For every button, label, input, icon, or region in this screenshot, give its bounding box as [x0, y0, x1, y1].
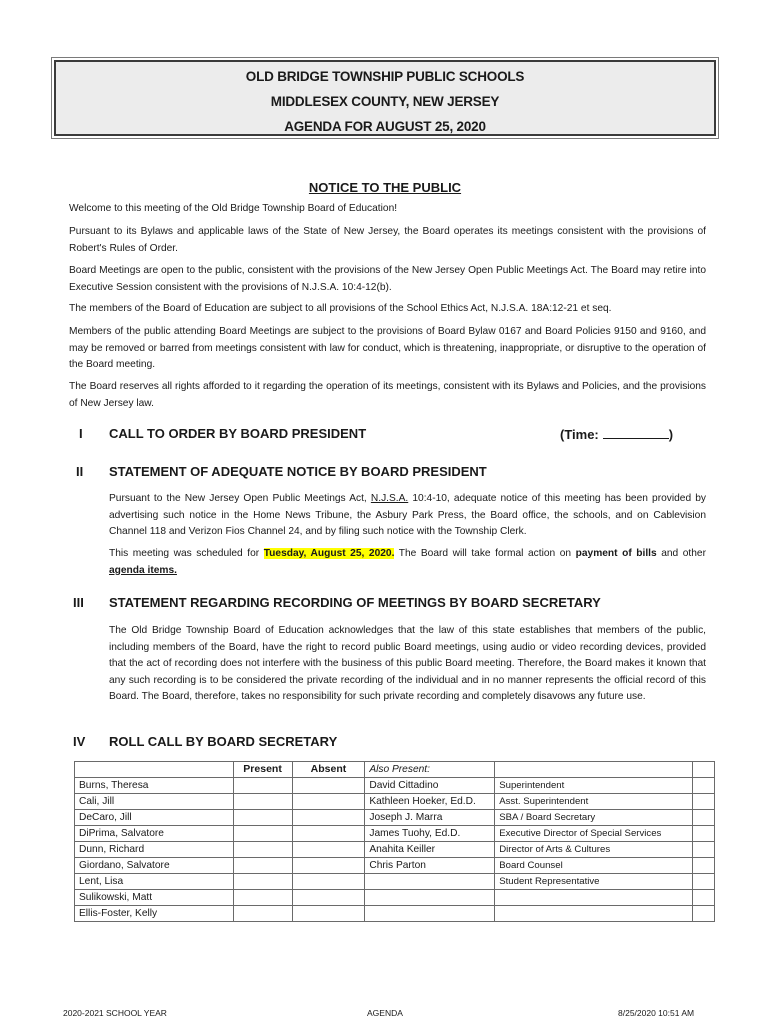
- extra-cell: [693, 858, 715, 874]
- roll-call-row: [75, 778, 715, 794]
- also-present-role: Director of Arts & Cultures: [495, 842, 693, 858]
- also-present-role: Superintendent: [495, 778, 693, 794]
- recording-statement-paragraph: The Old Bridge Township Board of Education acknowledges that the law of this state establishes that members of the public, including members of the Board, have the right to record public Board meetings, using audio or video recording devices, provided that the act of recording does not interfere with the business of this public Board meeting. Therefore, the Board makes it known that any such recording is to be considered the private recording of the individual and in no manner represents the official record of this Board. The Board, therefore, takes no responsibility for such private recording and completely disavows any future use.: [109, 625, 706, 702]
- notice-paragraph-6: The Board reserves all rights afforded to it regarding the operation of its meetings, consistent with its Bylaws and Policies, and the provisions of New Jersey law.: [69, 381, 706, 409]
- present-cell: [233, 826, 292, 842]
- board-member-name: Burns, Theresa: [75, 778, 234, 794]
- present-cell: [233, 890, 292, 906]
- absent-cell: [292, 874, 365, 890]
- role-header-cell: [495, 762, 693, 778]
- also-present-header: Also Present:: [365, 762, 495, 778]
- roll-call-row: [75, 826, 715, 842]
- also-present-name: [365, 906, 495, 922]
- present-cell: [233, 842, 292, 858]
- roll-call-row: [75, 794, 715, 810]
- also-present-name: Joseph J. Marra: [365, 810, 495, 826]
- section-1-title: CALL TO ORDER BY BOARD PRESIDENT: [109, 426, 367, 441]
- extra-cell: [693, 826, 715, 842]
- section-4-title: ROLL CALL BY BOARD SECRETARY: [109, 734, 338, 749]
- board-member-name: Dunn, Richard: [75, 842, 234, 858]
- extra-header-cell: [693, 762, 715, 778]
- roll-call-row: [75, 858, 715, 874]
- absent-cell: [292, 826, 365, 842]
- member-header-cell: [75, 762, 234, 778]
- notice-paragraph-3: Board Meetings are open to the public, consistent with the provisions of the New Jersey Open Public Meetings Act. The Board may retire into Executive Session consistent with the provisions of N.J.S.A. 10:4-12(b).: [69, 265, 706, 293]
- board-member-name: DiPrima, Salvatore: [75, 826, 234, 842]
- time-label: (Time:: [560, 427, 599, 442]
- call-to-order-time: [560, 426, 673, 442]
- also-present-role: Student Representative: [495, 874, 693, 890]
- also-present-role: [495, 906, 693, 922]
- absent-cell: [292, 794, 365, 810]
- present-cell: [233, 778, 292, 794]
- also-present-role: [495, 890, 693, 906]
- roll-call-row: [75, 810, 715, 826]
- extra-cell: [693, 890, 715, 906]
- also-present-name: David Cittadino: [365, 778, 495, 794]
- adequate-notice-text-a: Pursuant to the New Jersey Open Public Meetings Act,: [109, 493, 371, 504]
- extra-cell: [693, 778, 715, 794]
- board-member-name: Giordano, Salvatore: [75, 858, 234, 874]
- adequate-notice-text-b: 10:4-10, adequate notice of this meeting has been provided by advertising such notice in the Home News Tribune, the Asbury Park Press, the Board office, the schools, and on Cablevision Channel 118 and Verizon Fios Channel 24, and by filing such notice with the Township Clerk.: [109, 493, 706, 537]
- board-member-name: Sulikowski, Matt: [75, 890, 234, 906]
- notice-paragraph-4: The members of the Board of Education are subject to all provisions of the School Ethics Act, N.J.S.A. 18A:12-21 et seq.: [69, 303, 612, 314]
- board-member-name: DeCaro, Jill: [75, 810, 234, 826]
- present-cell: [233, 858, 292, 874]
- board-member-name: Lent, Lisa: [75, 874, 234, 890]
- roll-call-row: [75, 874, 715, 890]
- absent-cell: [292, 842, 365, 858]
- district-name: OLD BRIDGE TOWNSHIP PUBLIC SCHOOLS: [245, 69, 525, 84]
- present-cell: [233, 874, 292, 890]
- also-present-name: Anahita Keiller: [365, 842, 495, 858]
- also-present-name: [365, 890, 495, 906]
- extra-cell: [693, 842, 715, 858]
- also-present-name: Kathleen Hoeker, Ed.D.: [365, 794, 495, 810]
- county-state: MIDDLESEX COUNTY, NEW JERSEY: [270, 94, 500, 109]
- section-2-title: STATEMENT OF ADEQUATE NOTICE BY BOARD PRESIDENT: [109, 464, 487, 479]
- adequate-notice-paragraph: [109, 491, 706, 541]
- also-present-name: Chris Parton: [365, 858, 495, 874]
- roll-call-row: [75, 842, 715, 858]
- section-1-number: I: [79, 426, 83, 441]
- extra-cell: [693, 794, 715, 810]
- payment-of-bills: payment of bills: [575, 548, 657, 559]
- also-present-name: [365, 874, 495, 890]
- section-3-title: STATEMENT REGARDING RECORDING OF MEETINGS BY BOARD SECRETARY: [109, 595, 601, 610]
- section-4-number: IV: [73, 734, 86, 749]
- board-member-name: Cali, Jill: [75, 794, 234, 810]
- board-member-name: Ellis-Foster, Kelly: [75, 906, 234, 922]
- section-2-number: II: [76, 464, 84, 479]
- footer-timestamp: 8/25/2020 10:51 AM: [618, 1008, 695, 1018]
- also-present-role: SBA / Board Secretary: [495, 810, 693, 826]
- absent-cell: [292, 858, 365, 874]
- roll-call-row: [75, 906, 715, 922]
- also-present-role: Asst. Superintendent: [495, 794, 693, 810]
- extra-cell: [693, 810, 715, 826]
- scheduled-text-c: and other: [656, 548, 706, 559]
- highlighted-meeting-date: Tuesday, August 25, 2020.: [263, 548, 395, 559]
- also-present-name: James Tuohy, Ed.D.: [365, 826, 495, 842]
- notice-paragraph-1: Welcome to this meeting of the Old Bridge Township Board of Education!: [69, 203, 398, 214]
- absent-cell: [292, 906, 365, 922]
- scheduled-text-b: The Board will take formal action on: [394, 548, 576, 559]
- absent-cell: [292, 890, 365, 906]
- present-column-header: Present: [233, 762, 292, 778]
- present-cell: [233, 906, 292, 922]
- notice-paragraph-5: Members of the public attending Board Meetings are subject to the provisions of Board Bylaw 0167 and Board Policies 9150 and 9160, and may be removed or barred from meetings consistent with law for conduct, which is threatening, inappropriate, or disruptive to the operation of the Board meeting.: [69, 326, 706, 370]
- roll-call-header-row: [75, 762, 715, 778]
- notice-paragraph-2: Pursuant to its Bylaws and applicable laws of the State of New Jersey, the Board operates its meetings consistent with the provisions of Robert's Rules of Order.: [69, 226, 706, 254]
- also-present-role: Board Counsel: [495, 858, 693, 874]
- notice-title: NOTICE TO THE PUBLIC: [308, 180, 462, 195]
- footer-school-year: 2020-2021 SCHOOL YEAR: [63, 1008, 167, 1018]
- section-3-number: III: [73, 595, 84, 610]
- meeting-scheduled-paragraph: [109, 546, 706, 579]
- time-blank-line: [603, 426, 669, 439]
- extra-cell: [693, 906, 715, 922]
- present-cell: [233, 794, 292, 810]
- absent-column-header: Absent: [292, 762, 365, 778]
- agenda-items: agenda items.: [109, 564, 177, 576]
- extra-cell: [693, 874, 715, 890]
- absent-cell: [292, 810, 365, 826]
- also-present-role: Executive Director of Special Services: [495, 826, 693, 842]
- time-close-paren: ): [668, 427, 674, 442]
- present-cell: [233, 810, 292, 826]
- scheduled-text-a: This meeting was scheduled for: [109, 548, 264, 559]
- footer-agenda-label: AGENDA: [367, 1008, 403, 1018]
- agenda-date-title: AGENDA FOR AUGUST 25, 2020: [284, 119, 486, 134]
- njsa-reference: N.J.S.A.: [370, 493, 409, 504]
- roll-call-table: [74, 761, 715, 922]
- agenda-header-box: [54, 60, 716, 136]
- absent-cell: [292, 778, 365, 794]
- roll-call-row: [75, 890, 715, 906]
